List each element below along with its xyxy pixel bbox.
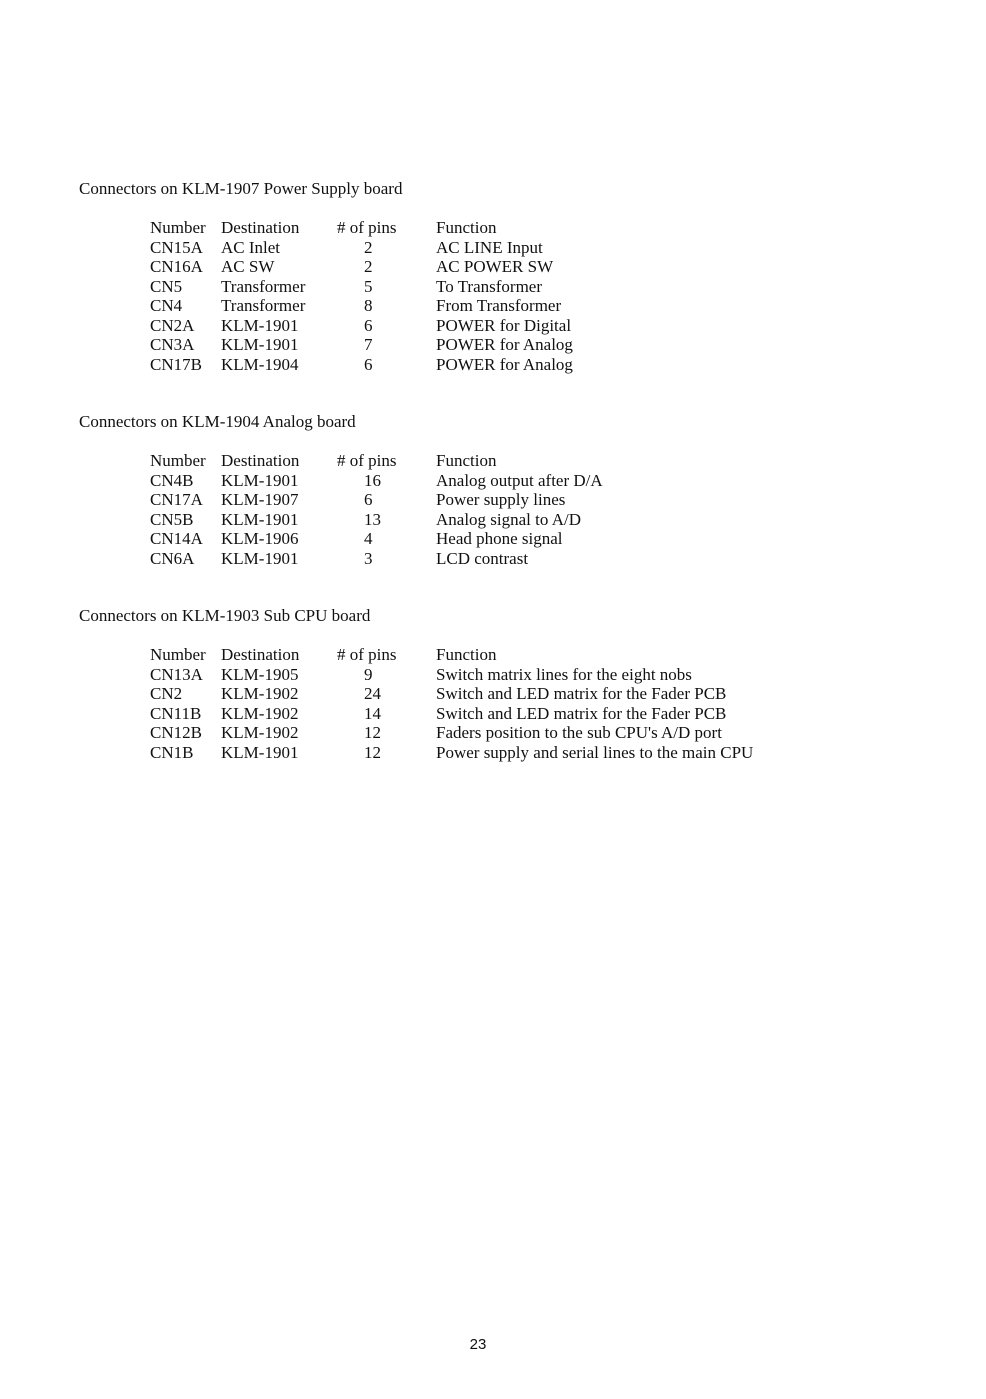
connector-function: From Transformer [436, 296, 562, 315]
connector-function: POWER for Analog [436, 335, 573, 354]
connector-pins: 2 [364, 257, 373, 276]
connector-pins: 6 [364, 315, 373, 335]
connector-function: AC LINE Input [436, 237, 543, 257]
connector-function: Head phone signal [436, 529, 563, 548]
header-destination: Destination [221, 451, 300, 470]
table-row [150, 743, 870, 763]
connector-pins: 12 [364, 742, 381, 762]
table-row [150, 296, 870, 316]
connector-destination: KLM-1901 [221, 470, 299, 490]
connector-destination: KLM-1901 [221, 509, 299, 529]
connector-number: CN3A [150, 335, 195, 354]
connector-function: Analog signal to A/D [436, 509, 581, 529]
connector-table-power-supply [150, 218, 870, 374]
connector-function: Faders position to the sub CPU's A/D port [436, 723, 722, 742]
connector-number: CN4B [150, 470, 194, 490]
section-title-analog: Connectors on KLM-1904 Analog board [79, 412, 356, 431]
header-function: Function [436, 645, 497, 664]
connector-function: AC POWER SW [436, 257, 554, 276]
table-row [150, 257, 870, 277]
connector-function: LCD contrast [436, 548, 529, 568]
connector-pins: 12 [364, 723, 381, 742]
table-row [150, 549, 870, 569]
table-row [150, 471, 870, 491]
connector-destination: KLM-1907 [221, 490, 299, 509]
connector-number: CN14A [150, 529, 203, 548]
connector-function: To Transformer [436, 276, 543, 296]
connector-destination: KLM-1902 [221, 684, 299, 703]
connector-destination: AC SW [221, 257, 275, 276]
connector-destination: AC Inlet [221, 237, 281, 257]
connector-function: Power supply and serial lines to the main CPU [436, 742, 754, 762]
connector-destination: Transformer [221, 296, 306, 315]
table-row [150, 665, 870, 685]
page-number: 23 [469, 1336, 487, 1353]
connector-pins: 3 [364, 548, 373, 568]
connector-function: Switch and LED matrix for the Fader PCB [436, 684, 727, 703]
connector-function: Power supply lines [436, 490, 566, 509]
table-row [150, 684, 870, 704]
table-row [150, 490, 870, 510]
section-title-sub-cpu: Connectors on KLM-1903 Sub CPU board [79, 606, 371, 625]
connector-destination: KLM-1901 [221, 315, 299, 335]
connector-pins: 8 [364, 296, 373, 315]
connector-number: CN15A [150, 237, 203, 257]
connector-function: POWER for Digital [436, 315, 572, 335]
connector-pins: 6 [364, 490, 373, 509]
connector-number: CN1B [150, 742, 194, 762]
connector-number: CN13A [150, 664, 203, 684]
header-number: Number [150, 218, 206, 237]
connector-destination: KLM-1905 [221, 664, 299, 684]
table-row [150, 335, 870, 355]
header-pins: # of pins [337, 451, 397, 470]
connector-pins: 13 [364, 509, 381, 529]
connector-number: CN4 [150, 296, 183, 315]
table-row [150, 704, 870, 724]
connector-number: CN5 [150, 276, 183, 296]
connector-number: CN5B [150, 509, 194, 529]
connector-number: CN2A [150, 315, 195, 335]
connector-pins: 2 [364, 237, 373, 257]
connector-destination: KLM-1906 [221, 529, 299, 548]
connector-function: Analog output after D/A [436, 470, 603, 490]
header-number: Number [150, 645, 206, 664]
table-header-row [150, 218, 870, 238]
table-header-row [150, 451, 870, 471]
connector-number: CN17A [150, 490, 203, 509]
header-pins: # of pins [337, 645, 397, 664]
connector-number: CN12B [150, 723, 202, 742]
header-pins: # of pins [337, 218, 397, 237]
connector-table-sub-cpu [150, 645, 870, 762]
connector-pins: 7 [364, 335, 373, 354]
table-row [150, 510, 870, 530]
table-row [150, 238, 870, 258]
section-title-power-supply: Connectors on KLM-1907 Power Supply board [79, 179, 403, 198]
connector-destination: KLM-1902 [221, 703, 299, 723]
table-header-row [150, 645, 870, 665]
header-destination: Destination [221, 218, 300, 237]
connector-pins: 9 [364, 664, 373, 684]
connector-destination: KLM-1901 [221, 742, 299, 762]
header-function: Function [436, 218, 497, 237]
connector-pins: 5 [364, 276, 373, 296]
connector-function: Switch matrix lines for the eight nobs [436, 664, 692, 684]
connector-number: CN16A [150, 257, 203, 276]
connector-pins: 6 [364, 354, 373, 374]
header-number: Number [150, 451, 206, 470]
connector-destination: KLM-1902 [221, 723, 299, 742]
connector-number: CN11B [150, 703, 202, 723]
connector-pins: 14 [364, 703, 381, 723]
connector-function: POWER for Analog [436, 354, 573, 374]
connector-destination: KLM-1901 [221, 335, 299, 354]
connector-number: CN17B [150, 354, 202, 374]
connector-destination: Transformer [221, 276, 306, 296]
table-row [150, 529, 870, 549]
table-row [150, 316, 870, 336]
connector-destination: KLM-1901 [221, 548, 299, 568]
table-row [150, 355, 870, 375]
connector-pins: 24 [364, 684, 381, 703]
header-function: Function [436, 451, 497, 470]
connector-number: CN6A [150, 548, 195, 568]
connector-number: CN2 [150, 684, 183, 703]
connector-pins: 4 [364, 529, 373, 548]
header-destination: Destination [221, 645, 300, 664]
table-row [150, 723, 870, 743]
table-row [150, 277, 870, 297]
connector-function: Switch and LED matrix for the Fader PCB [436, 703, 727, 723]
connector-destination: KLM-1904 [221, 354, 299, 374]
connector-pins: 16 [364, 470, 381, 490]
connector-table-analog [150, 451, 870, 568]
